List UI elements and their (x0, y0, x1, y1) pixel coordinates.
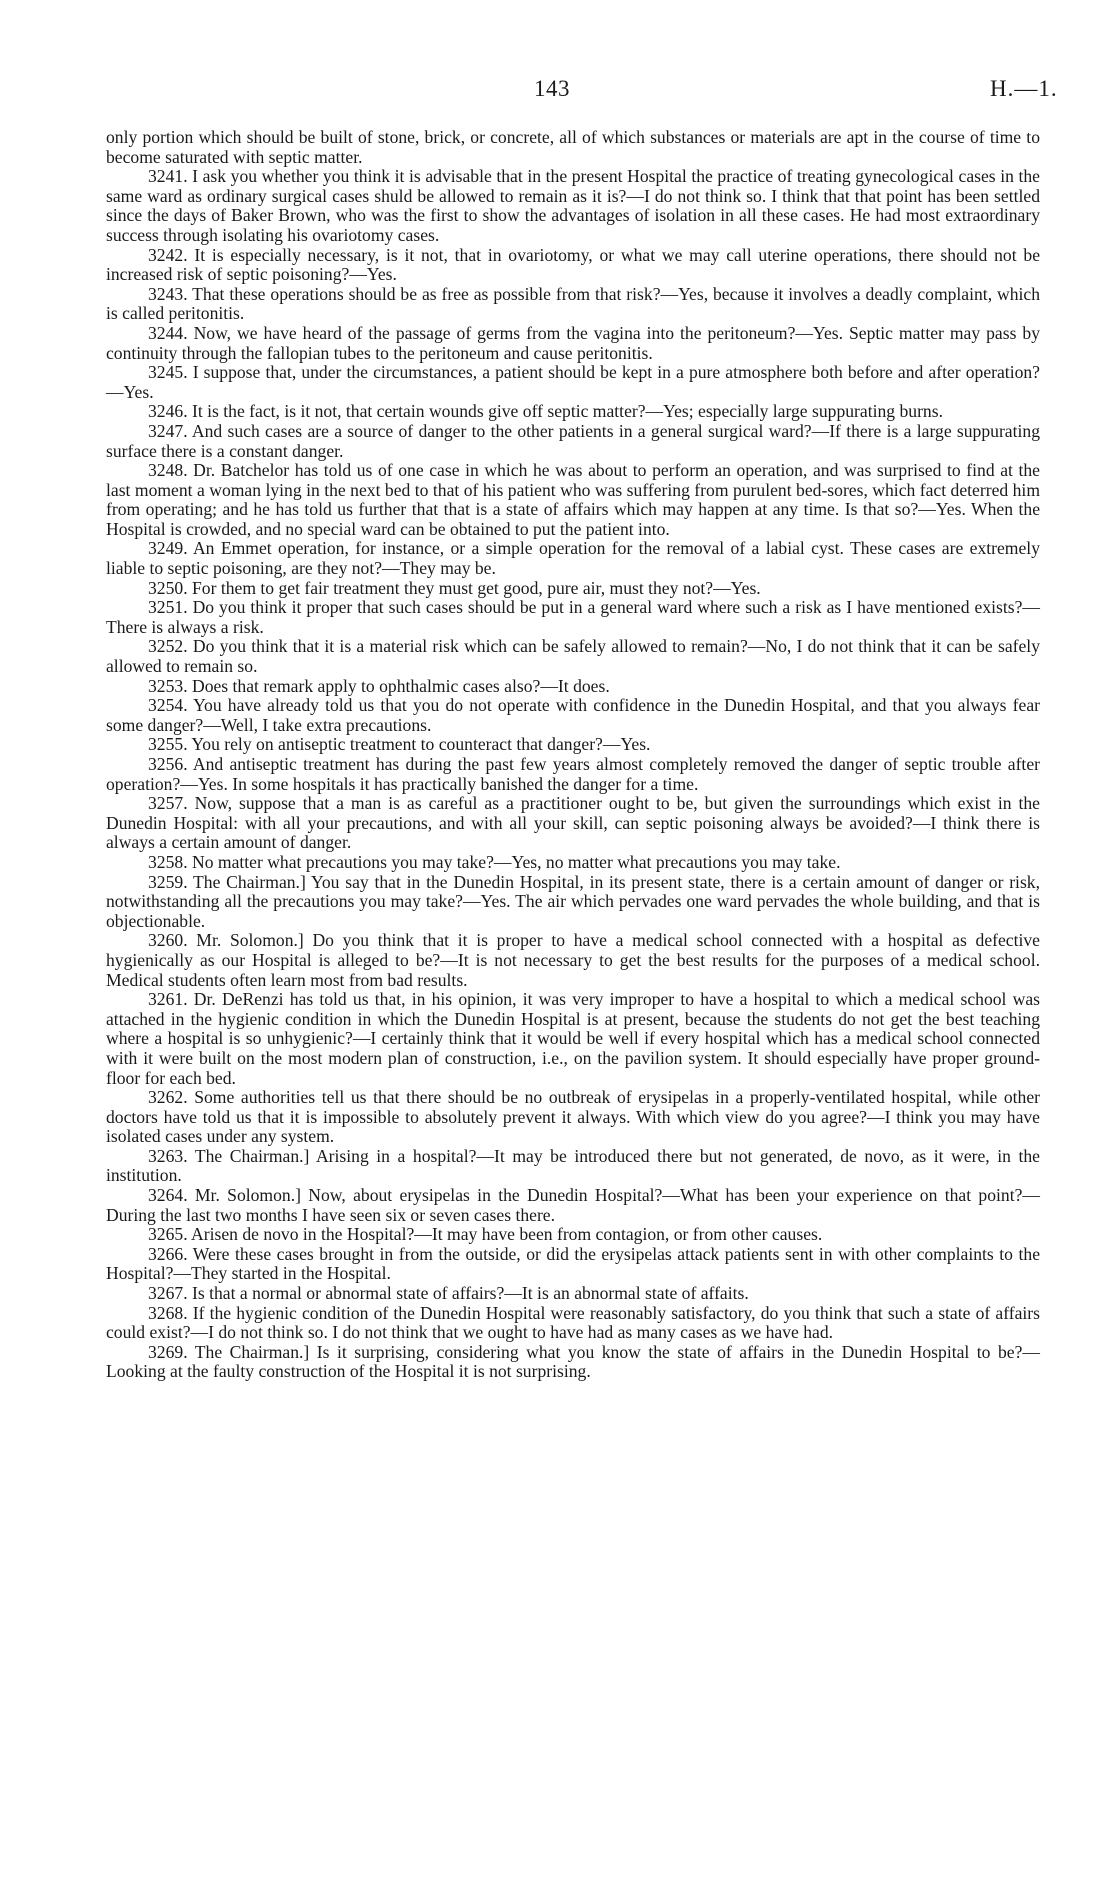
paragraph: 3259. The Chairman.] You say that in the Dunedin Hospital, in its present state, there is a certain amount of danger or risk, notwithstanding all the precautions you may take?—Yes. The air which pervades one ward pervades the whole building, and that is objectionable. (106, 871, 1040, 931)
paragraph: 3245. I suppose that, under the circumstances, a patient should be kept in a pure atmosphere both before and after operation?—Yes. (106, 362, 1040, 402)
paragraph: 3251. Do you think it proper that such cases should be put in a general ward where such a risk as I have mentioned exists?—There is always a risk. (106, 597, 1040, 637)
page-header (0, 76, 1114, 106)
paragraph: 3250. For them to get fair treatment they must get good, pure air, must they not?—Yes. (148, 577, 761, 598)
paragraph: 3258. No matter what precautions you may take?—Yes, no matter what precautions you may take. (148, 851, 841, 872)
paragraph: 3246. It is the fact, is it not, that certain wounds give off septic matter?—Yes; especially large suppurating burns. (148, 401, 943, 422)
document-code: H.—1. (990, 76, 1058, 101)
paragraph: 3254. You have already told us that you do not operate with confidence in the Dunedin Hospital, and that you always fear some danger?—Well, I take extra precautions. (106, 695, 1040, 735)
paragraph: 3244. Now, we have heard of the passage of germs from the vagina into the peritoneum?—Yes. Septic matter may pass by continuity through the fallopian tubes to the peritoneum and cause peritonitis. (106, 322, 1040, 363)
paragraph: 3253. Does that remark apply to ophthalmic cases also?—It does. (148, 675, 610, 696)
paragraph: 3243. That these operations should be as free as possible from that risk?—Yes, because it involves a deadly complaint, which is called peritonitis. (106, 283, 1040, 324)
paragraph: 3248. Dr. Batchelor has told us of one case in which he was about to perform an operation, and was surprised to find at the last moment a woman lying in the next bed to that of his patient who was suffering from purulent bed-sores, which fact deterred him from operating; and he has told us further that that is a state of affairs which may happen at any time. Is that so?—Yes. When the Hospital is crowded, and no special ward can be obtained to put the patient into. (106, 460, 1040, 539)
paragraph: 3249. An Emmet operation, for instance, or a simple operation for the removal of a labial cyst. These cases are extremely liable to septic poisoning, are they not?—They may be. (106, 538, 1040, 579)
page-number: 143 (534, 76, 570, 101)
paragraph: 3268. If the hygienic condition of the Dunedin Hospital were reasonably satisfactory, do you think that such a state of affairs could exist?—I do not think so. I do not think that we ought to have had as many cases as we have had. (106, 1302, 1040, 1343)
paragraph: 3242. It is especially necessary, is it not, that in ovariotomy, or what we may call uterine operations, there should not be increased risk of septic poisoning?—Yes. (106, 244, 1040, 285)
paragraph: 3247. And such cases are a source of danger to the other patients in a general surgical ward?—If there is a large suppurating surface there is a constant danger. (106, 420, 1040, 461)
paragraph: 3241. I ask you whether you think it is advisable that in the present Hospital the practice of treating gynecological cases in the same ward as ordinary surgical cases shuld be allowed to remain as it is?—I do not think so. I think that that point has been settled since the days of Baker Brown, who was the first to show the advantages of isolation in all these cases. He had most extraordinary success through isolating his ovariotomy cases. (106, 166, 1040, 245)
paragraph: 3269. The Chairman.] Is it surprising, considering what you know the state of affairs in the Dunedin Hospital to be?—Looking at the faulty construction of the Hospital it is not surprising. (106, 1341, 1040, 1382)
paragraph: 3252. Do you think that it is a material risk which can be safely allowed to remain?—No, I do not think that it can be safely allowed to remain so. (106, 636, 1040, 677)
paragraph: 3261. Dr. DeRenzi has told us that, in his opinion, it was very improper to have a hospital to which a medical school was attached in the hygienic condition in which the Dunedin Hospital is at present, because the students do not get the best teaching where a hospital is so unhygienic?—I certainly think that it would be well if every hospital which has a medical school connected with it were built on the most modern plan of construction, i.e., on the pavilion system. It should especially have proper ground-floor for each bed. (106, 989, 1040, 1088)
paragraph: 3255. You rely on antiseptic treatment to counteract that danger?—Yes. (148, 734, 651, 755)
paragraph: 3264. Mr. Solomon.] Now, about erysipelas in the Dunedin Hospital?—What has been your experience on that point?—During the last two months I have seen six or seven cases there. (106, 1185, 1040, 1225)
page-body (106, 128, 1040, 1382)
paragraph: 3266. Were these cases brought in from the outside, or did the erysipelas attack patients sent in with other complaints to the Hospital?—They started in the Hospital. (106, 1243, 1040, 1284)
paragraph: 3265. Arisen de novo in the Hospital?—It may have been from contagion, or from other causes. (148, 1224, 823, 1245)
paragraph: only portion which should be built of stone, brick, or concrete, all of which substances or materials are apt in the course of time to become saturated with septic matter. (106, 127, 1040, 167)
paragraph: 3260. Mr. Solomon.] Do you think that it is proper to have a medical school connected with a hospital as defective hygienically as our Hospital is alleged to be?—It is not necessary to get the best results for the purposes of a medical school. Medical students often learn most from bad results. (106, 930, 1040, 990)
paragraph: 3263. The Chairman.] Arising in a hospital?—It may be introduced there but not generated, de novo, as it were, in the institution. (106, 1145, 1040, 1186)
paragraph: 3262. Some authorities tell us that there should be no outbreak of erysipelas in a properly-ventilated hospital, while other doctors have told us that it is impossible to absolutely prevent it always. With which view do you agree?—I think you may have isolated cases under any system. (106, 1087, 1040, 1147)
paragraph: 3256. And antiseptic treatment has during the past few years almost completely removed the danger of septic trouble after operation?—Yes. In some hospitals it has practically banished the danger for a time. (106, 754, 1040, 794)
paragraph: 3267. Is that a normal or abnormal state of affairs?—It is an abnormal state of affaits. (148, 1283, 749, 1304)
paragraph: 3257. Now, suppose that a man is as careful as a practitioner ought to be, but given the surroundings which exist in the Dunedin Hospital: with all your precautions, and with all your skill, can septic poisoning always be avoided?—I think there is always a certain amount of danger. (106, 793, 1040, 853)
